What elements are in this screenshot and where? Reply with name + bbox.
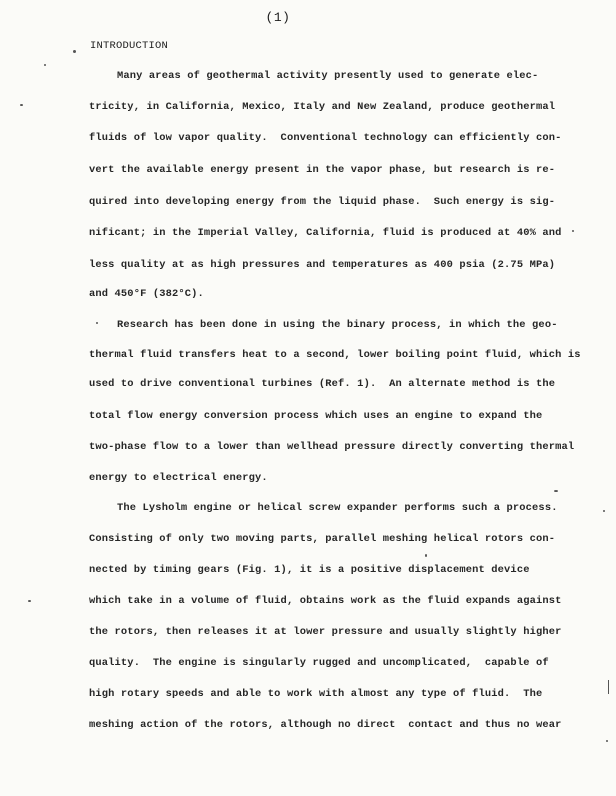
- paragraph-line: and 450°F (382°C).: [89, 288, 204, 300]
- scan-speck: [28, 600, 31, 602]
- paragraph-line: meshing action of the rotors, although no direct contact and thus no wear: [89, 719, 562, 731]
- section-heading: INTRODUCTION: [90, 40, 169, 52]
- paragraph-line: high rotary speeds and able to work with almost any type of fluid. The: [89, 688, 543, 700]
- paragraph-line: nificant; in the Imperial Valley, California, fluid is produced at 40% and: [89, 227, 562, 239]
- scan-speck: [44, 64, 46, 66]
- scan-speck: [572, 230, 574, 232]
- paragraph-line: nected by timing gears (Fig. 1), it is a positive displacement device: [89, 564, 530, 576]
- scan-speck: [73, 50, 76, 53]
- paragraph-line: two-phase flow to a lower than wellhead pressure directly converting thermal: [89, 441, 575, 453]
- paragraph-line: quired into developing energy from the liquid phase. Such energy is sig-: [89, 196, 556, 208]
- paragraph-line: which take in a volume of fluid, obtains work as the fluid expands against: [89, 595, 562, 607]
- scan-speck: [20, 104, 23, 106]
- scan-speck: [96, 322, 98, 324]
- paragraph-line: energy to electrical energy.: [89, 472, 268, 484]
- paragraph-line: quality. The engine is singularly rugged and uncomplicated, capable of: [89, 657, 549, 669]
- scan-speck: [603, 510, 605, 512]
- paragraph-line: used to drive conventional turbines (Ref. 1). An alternate method is the: [89, 378, 556, 390]
- paragraph-line: Research has been done in using the binary process, in which the geo-: [117, 319, 558, 331]
- scan-speck: [608, 680, 609, 694]
- paragraph-line: the rotors, then releases it at lower pressure and usually slightly higher: [89, 626, 562, 638]
- scan-speck: [554, 490, 558, 492]
- paragraph-line: less quality at as high pressures and temperatures as 400 psia (2.75 MPa): [89, 259, 556, 271]
- paragraph-line: vert the available energy present in the vapor phase, but research is re-: [89, 164, 556, 176]
- paragraph-line: Many areas of geothermal activity presently used to generate elec-: [117, 70, 539, 82]
- paragraph-line: total flow energy conversion process which uses an engine to expand the: [89, 410, 543, 422]
- paragraph-line: Consisting of only two moving parts, parallel meshing helical rotors con-: [89, 533, 556, 545]
- paragraph-line: tricity, in California, Mexico, Italy and New Zealand, produce geothermal: [89, 101, 556, 113]
- page-number: (1): [265, 10, 291, 25]
- paragraph-line: thermal fluid transfers heat to a second, lower boiling point fluid, which is: [89, 349, 581, 361]
- paragraph-line: fluids of low vapor quality. Conventional technology can efficiently con-: [89, 132, 562, 144]
- scan-speck: [606, 740, 608, 742]
- scan-speck: [425, 554, 427, 557]
- paragraph-line: The Lysholm engine or helical screw expander performs such a process.: [117, 502, 558, 514]
